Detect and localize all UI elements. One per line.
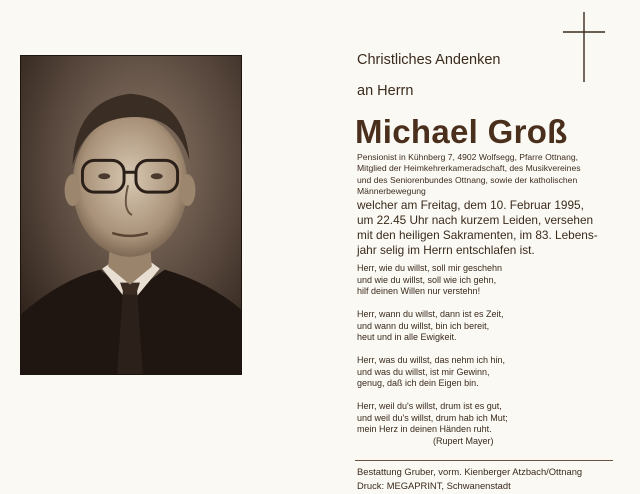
description-line: Pensionist in Kühnberg 7, 4902 Wolfsegg, Pfarre Ottnang, [357, 152, 579, 162]
poem-line: und wann du willst, bin ich bereit, [357, 320, 490, 331]
poem-stanza-4 [357, 401, 617, 447]
description-block [357, 152, 627, 197]
poem-line: Herr, was du willst, das nehm ich hin, [357, 354, 506, 365]
poem-line: Herr, wie du willst, soll mir geschehn [357, 263, 503, 273]
description-line: und des Seniorenbundes Ottnang, sowie der katholischen [357, 174, 578, 185]
poem-line: hilf deinen Willen nur verstehn! [357, 286, 481, 297]
footer-credits [357, 465, 627, 492]
poem-line: mein Herz in deinen Händen ruht. [357, 424, 492, 435]
footer-funeral-home: Bestattung Gruber, vorm. Kienberger Atzbach/Ottnang [357, 466, 583, 477]
prayer-poem [357, 263, 617, 458]
poem-line: heut und in alle Ewigkeit. [357, 332, 457, 343]
portrait-image [21, 56, 241, 374]
description-line: Männerbewegung [357, 185, 426, 196]
poem-line: Herr, weil du's willst, drum ist es gut, [357, 400, 502, 411]
footer-divider [355, 460, 613, 461]
poem-stanza-2 [357, 309, 617, 344]
notice-line: welcher am Freitag, dem 10. Februar 1995, [357, 198, 584, 212]
header-line-1: Christliches Andenken [357, 52, 501, 68]
poem-line: und was du willst, ist mir Gewinn, [357, 366, 490, 377]
portrait-photo [20, 55, 242, 375]
death-notice [357, 198, 627, 258]
poem-stanza-3 [357, 355, 617, 390]
poem-author: (Rupert Mayer) [433, 435, 494, 446]
notice-line: um 22.45 Uhr nach kurzem Leiden, versehen [357, 213, 594, 227]
cross-icon [563, 12, 605, 82]
poem-line: genug, daß ich dein Eigen bin. [357, 378, 479, 389]
description-line: Mitglied der Heimkehrerkameradschaft, des Musikvereines [357, 163, 581, 174]
header-line-2: an Herrn [357, 83, 414, 99]
poem-stanza-1 [357, 263, 617, 298]
deceased-name: Michael Groß [355, 113, 568, 150]
notice-line: mit den heiligen Sakramenten, im 83. Lebens- [357, 228, 598, 242]
poem-line: Herr, wann du willst, dann ist es Zeit, [357, 308, 504, 319]
notice-line: jahr selig im Herrn entschlafen ist. [357, 243, 535, 257]
poem-line: und wie du willst, soll wie ich gehn, [357, 274, 497, 285]
poem-line: und weil du's willst, drum hab ich Mut; [357, 412, 508, 423]
footer-printer: Druck: MEGAPRINT, Schwanenstadt [357, 479, 511, 491]
